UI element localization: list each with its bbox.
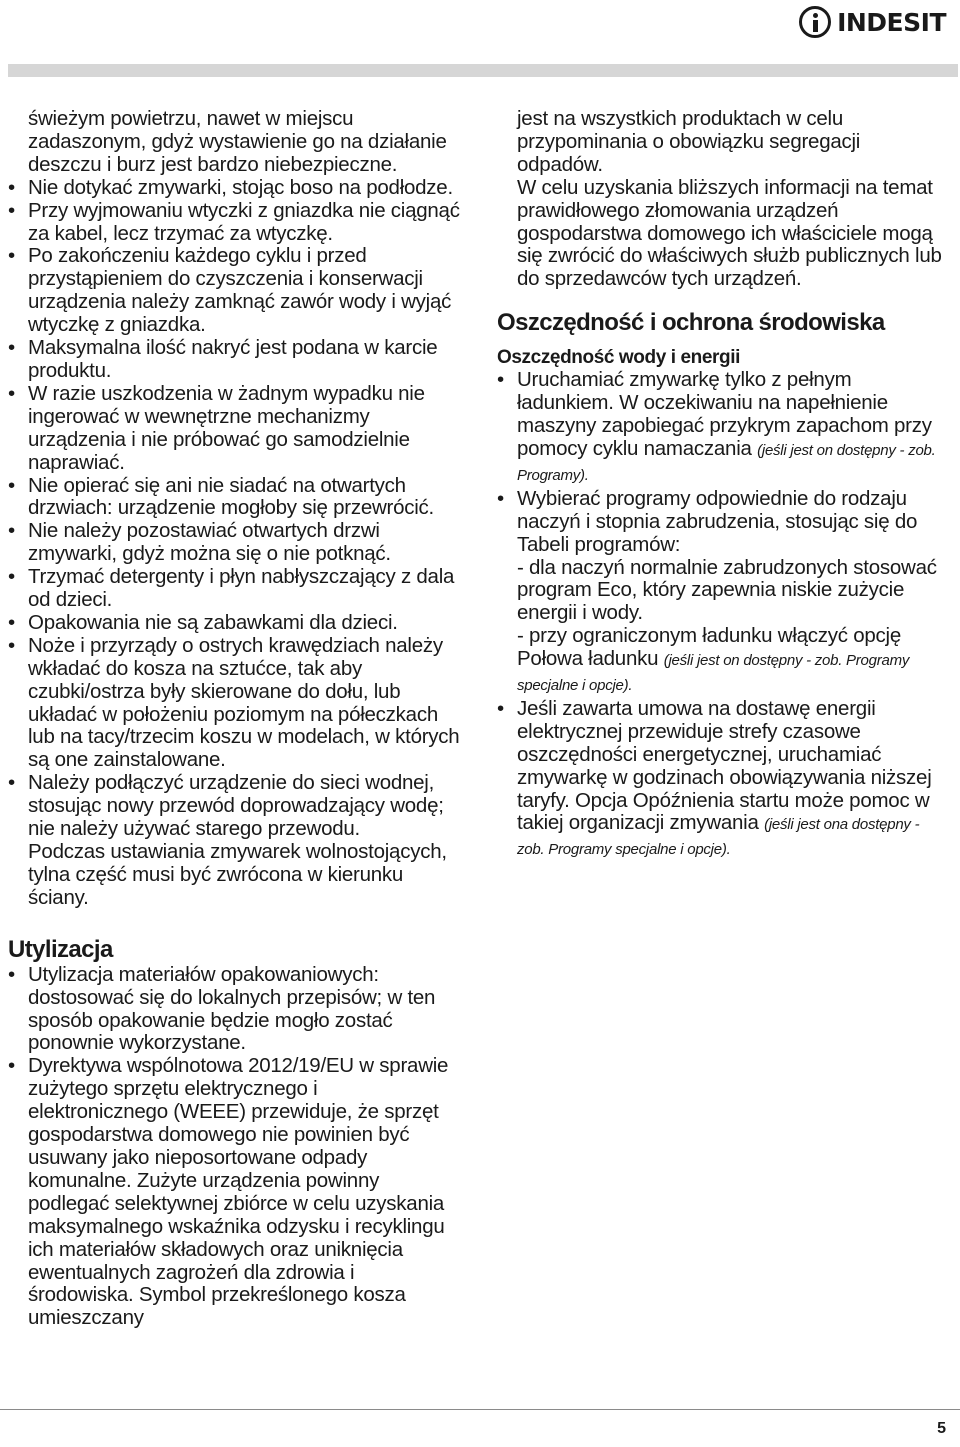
header-bar	[8, 64, 958, 77]
disposal-info: W celu uzyskania bliższych informacji na temat prawidłowego złomowania urządzeń gospodarstwa domowego ich właściciele mogą się zwrócić do właściwych służb publicznych lub do sprzedawców tych urządzeń.	[517, 175, 942, 291]
list-item-note: (jeśli jest on dostępny - zob. Programy).	[517, 441, 936, 484]
savings-list	[497, 369, 949, 862]
list-item: • Nie dotykać zmywarki, stojąc boso na podłodze.	[8, 177, 460, 200]
list-item: • Nie należy pozostawiać otwartych drzwi zmywarki, gdyż można się o nie potknąć.	[8, 520, 460, 566]
savings-heading: Oszczędność i ochrona środowiska	[497, 309, 885, 337]
disposal-continuation: jest na wszystkich produktach w celu przypominania o obowiązku segregacji odpadów.	[517, 107, 861, 176]
list-subitem	[517, 625, 949, 698]
list-item: • Utylizacja materiałów opakowaniowych: dostosować się do lokalnych przepisów; w ten sposób opakowanie będzie mogło zostać ponownie wykorzystane.	[8, 964, 460, 1056]
intro-continuation: świeżym powietrzu, nawet w miejscu zadaszonym, gdyż wystawienie go na działanie deszczu i burz jest bardzo niebezpieczne.	[28, 107, 447, 176]
list-item: • Trzymać detergenty i płyn nabłyszczający z dala od dzieci.	[8, 566, 460, 612]
list-item: • Maksymalna ilość nakryć jest podana w karcie produktu.	[8, 337, 460, 383]
list-subitem-note: (jeśli jest on dostępny - zob. Programy specjalne i opcje).	[517, 652, 910, 695]
list-subitem-text: - przy ograniczonym ładunku włączyć opcję Połowa ładunku	[517, 624, 901, 671]
list-item	[497, 698, 949, 862]
list-item-note: (jeśli jest ona dostępny - zob. Programy specjalne i opcje).	[517, 816, 920, 859]
disposal-heading: Utylizacja	[8, 935, 113, 963]
list-subitem: - dla naczyń normalnie zabrudzonych stosować program Eco, który zapewnia niskie zużycie energii i wody.	[517, 555, 937, 625]
right-column	[497, 108, 949, 862]
list-item: • W razie uszkodzenia w żadnym wypadku nie ingerować w wewnętrzne mechanizmy urządzenia i nie próbować go samodzielnie naprawiać.	[8, 383, 460, 475]
list-item	[497, 488, 949, 698]
left-column	[8, 108, 460, 1330]
list-item-text: Uruchamiać zmywarkę tylko z pełnym ładunkiem. W oczekiwaniu na napełnienie maszyny zapobiegać przykrym zapachom przy pomocy cyklu namaczania	[517, 368, 932, 460]
list-item: • Noże i przyrządy o ostrych krawędziach należy wkładać do kosza na sztućce, tak aby czubki/ostrza były skierowane do dołu, lub układać w położeniu poziomym na półeczkach lub na tacy/trzecim koszu w modelach, w których są one zainstalowane.	[8, 635, 460, 772]
list-item	[497, 369, 949, 488]
safety-list	[8, 177, 460, 841]
brand-logo	[799, 4, 946, 40]
footer-divider	[0, 1409, 960, 1410]
brand-name: INDESIT	[837, 7, 946, 37]
list-item: • Nie opierać się ani nie siadać na otwartych drzwiach: urządzenie mogłoby się przewrócić.	[8, 475, 460, 521]
list-item: • Należy podłączyć urządzenie do sieci wodnej, stosując nowy przewód doprowadzający wodę; nie należy używać starego przewodu.	[8, 772, 460, 841]
savings-subheading: Oszczędność wody i energii	[497, 347, 741, 369]
list-item: • Dyrektywa wspólnotowa 2012/19/EU w sprawie zużytego sprzętu elektrycznego i elektronicznego (WEEE) przewiduje, że sprzęt gospodarstwa domowego nie powinien być usuwany jako nieposortowane odpady komunalne. Zużyte urządzenia powinny podlegać selektywnej zbiórce w celu uzyskania maksymalnego wskaźnika odzysku i recyklingu ich materiałów składowych oraz uniknięcia ewentualnych zagrożeń dla zdrowia i środowiska. Symbol przekreślonego kosza umieszczany	[8, 1055, 460, 1330]
list-item: • Po zakończeniu każdego cyklu i przed przystąpieniem do czyszczenia i konserwacji urządzenia należy zamknąć zawór wody i wyjąć wtyczkę z gniazdka.	[8, 245, 460, 337]
disposal-list	[8, 964, 460, 1331]
list-item-text: Wybierać programy odpowiednie do rodzaju naczyń i stopnia zabrudzenia, stosując się do Tabeli programów:	[517, 486, 918, 556]
brand-mark-icon	[799, 6, 831, 38]
list-item-text: Jeśli zawarta umowa na dostawę energii elektrycznej przewiduje strefy czasowe oszczędności energetycznej, uruchamiać zmywarkę w godzinach obowiązywania niższej taryfy. Opcja Opóźnienia startu może pomoc w takiej organizacji zmywania	[517, 696, 932, 835]
freestanding-note: Podczas ustawiania zmywarek wolnostojących, tylna część musi być zwrócona w kierunku ściany.	[28, 840, 447, 909]
list-item: • Przy wyjmowaniu wtyczki z gniazdka nie ciągnąć za kabel, lecz trzymać za wtyczkę.	[8, 200, 460, 246]
page-number: 5	[937, 1420, 946, 1437]
list-item: • Opakowania nie są zabawkami dla dzieci.	[8, 612, 460, 635]
